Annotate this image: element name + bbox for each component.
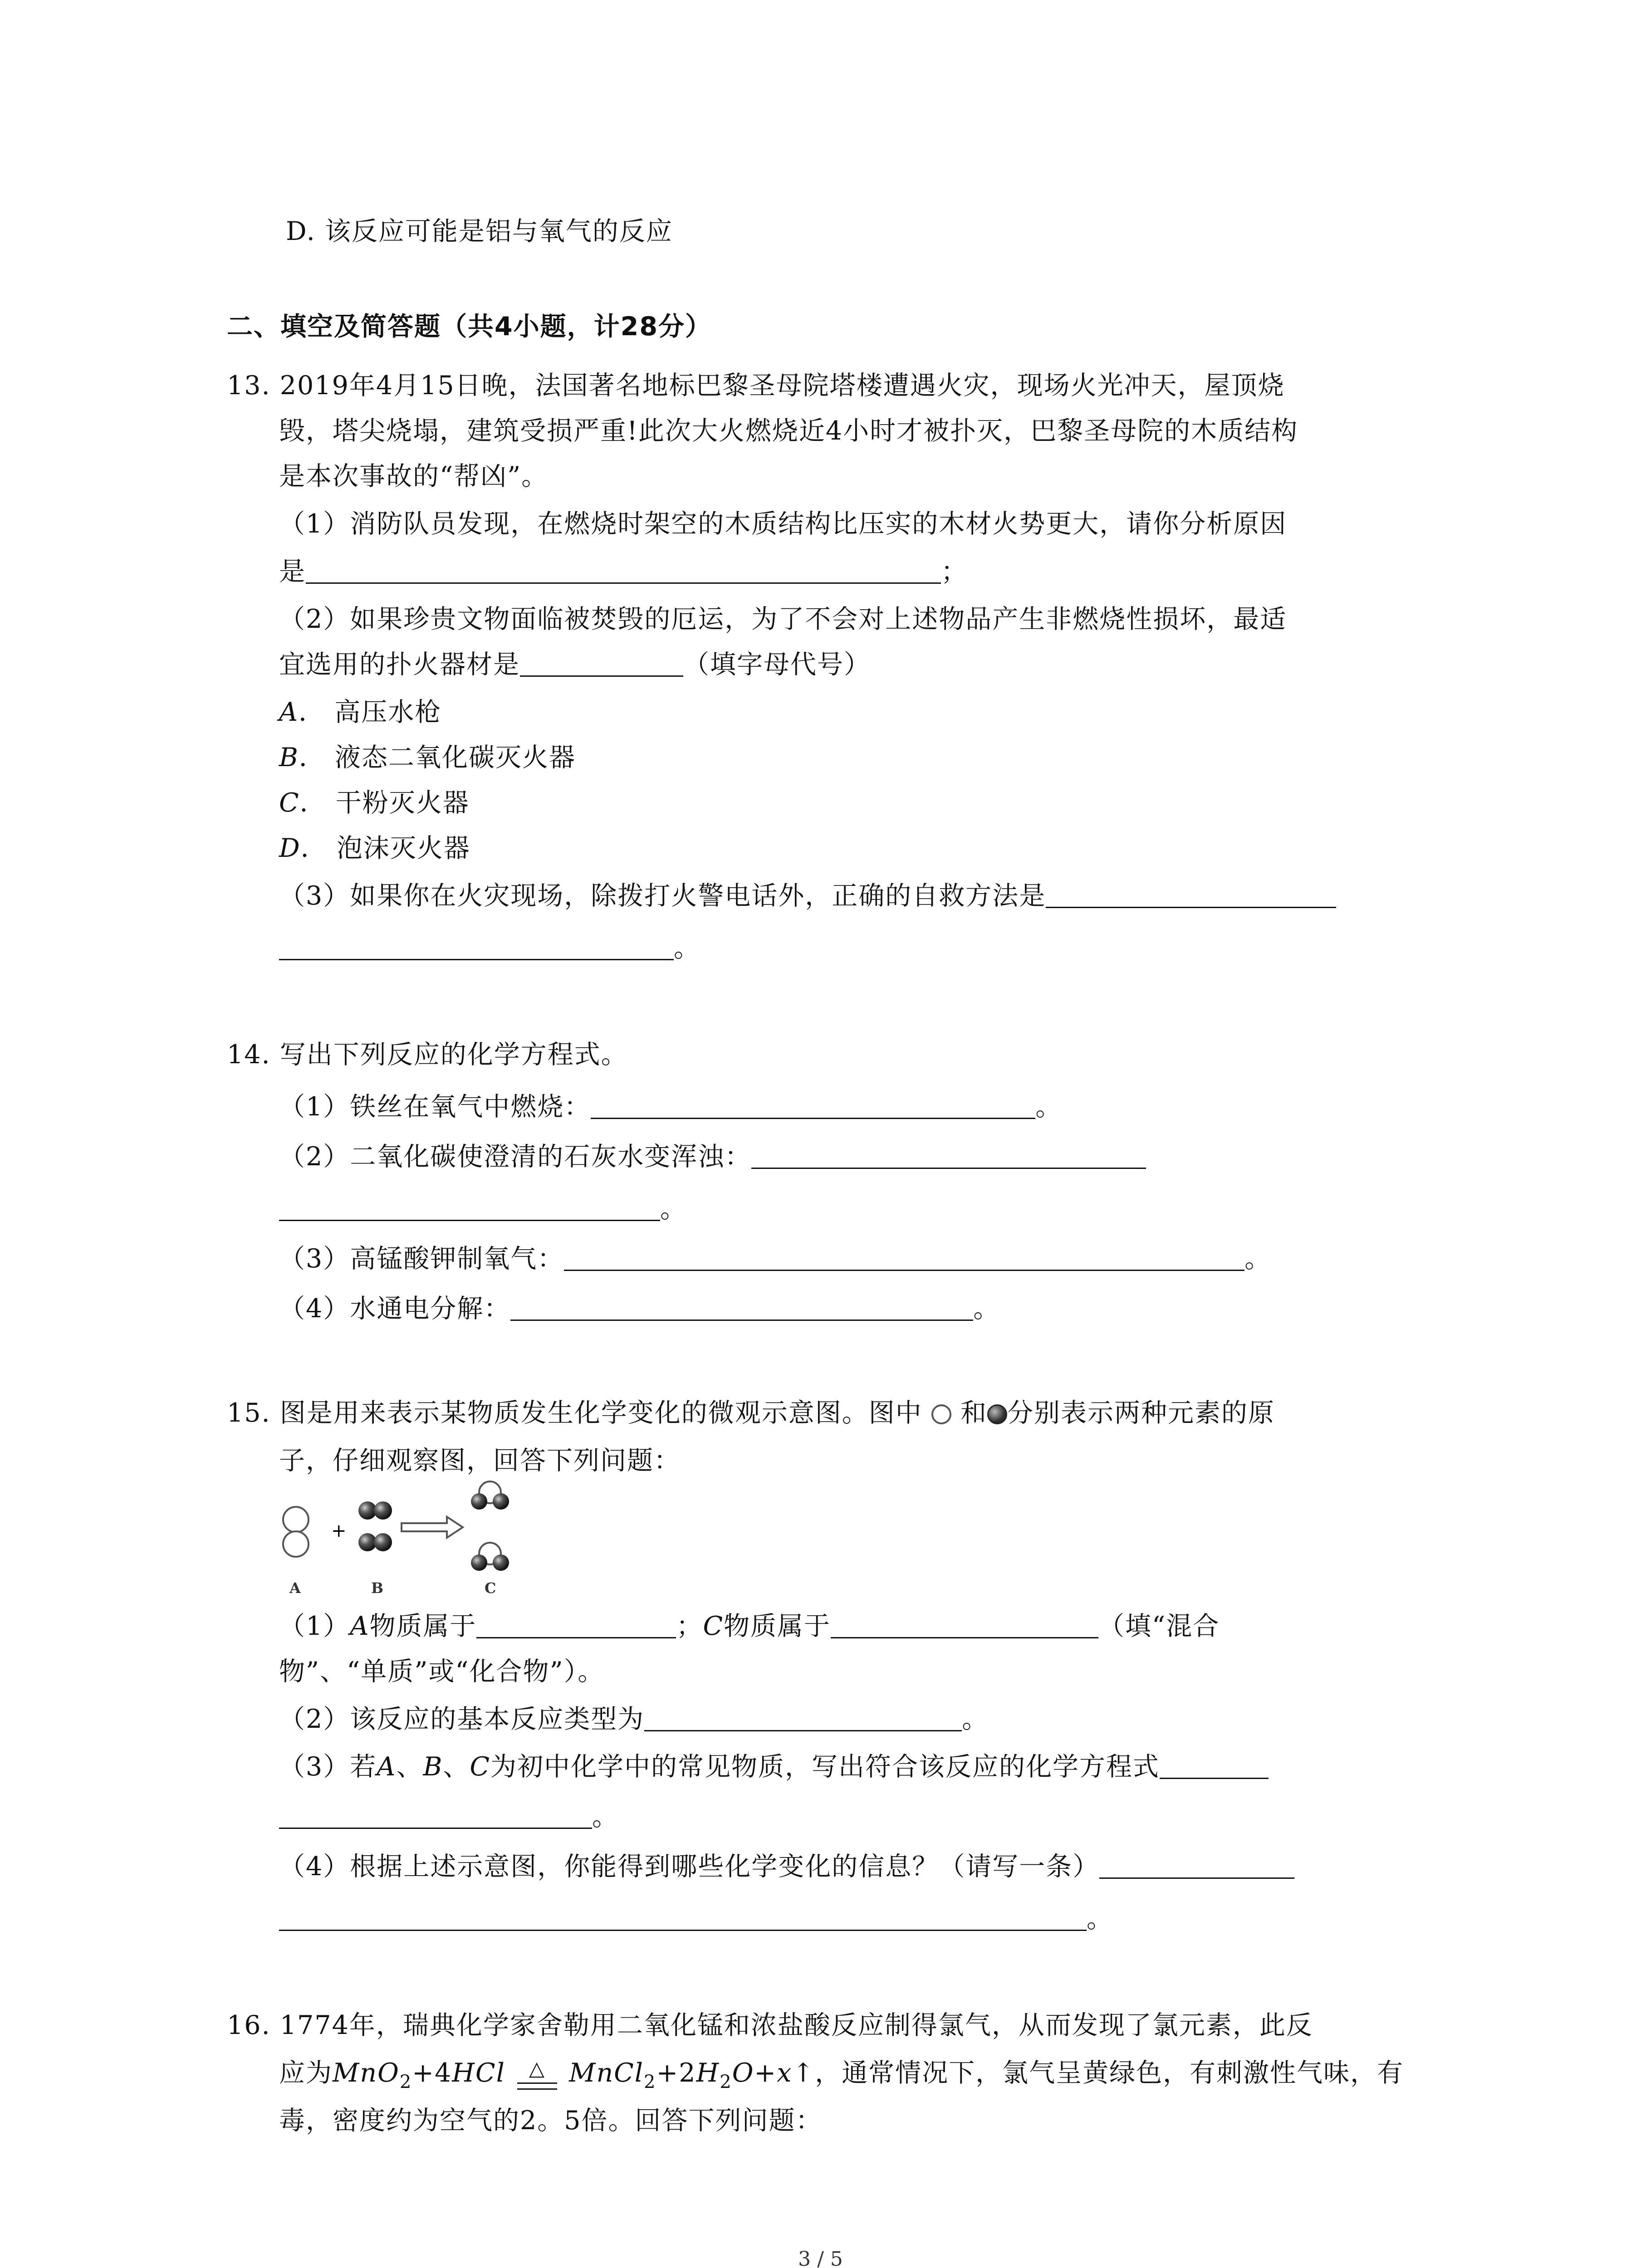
diagram-label-b: B xyxy=(371,1579,384,1597)
q14-p1: （1）铁丝在氧气中燃烧： 。 xyxy=(279,1089,1062,1125)
q13-option-c: C． 干粉灭火器 xyxy=(279,788,470,818)
q14-p2-line2: 。 xyxy=(279,1191,687,1227)
gas-up-arrow-icon: ↑ xyxy=(792,2058,815,2088)
q15-p2: （2）该反应的基本反应类型为 。 xyxy=(279,1701,989,1737)
q15-p4-answer-blank-2[interactable] xyxy=(279,1902,1087,1931)
equation-mno2: MnO xyxy=(333,2058,400,2088)
q14-p1-answer-blank[interactable] xyxy=(591,1090,1035,1119)
q15-p3-answer-blank-1[interactable] xyxy=(1160,1750,1269,1779)
q16-line1: 16. 1774年，瑞典化学家舍勒用二氧化锰和浓盐酸反应制得氯气，从而发现了氯元素，此反 xyxy=(227,2010,1313,2040)
q13-p2-pre: 宜选用的扑火器材是 xyxy=(279,650,520,679)
q15-p1-c-blank[interactable] xyxy=(831,1610,1098,1638)
q13-p1-line2 xyxy=(279,553,968,590)
q15-p3: （3）若A、B、C为初中化学中的常见物质，写出符合该反应的化学方程式 xyxy=(279,1749,1269,1785)
q15-p3-line2: 。 xyxy=(279,1799,619,1835)
q15-p4-answer-blank-1[interactable] xyxy=(1099,1850,1294,1879)
q14-p2-answer-blank-1[interactable] xyxy=(751,1140,1146,1169)
q14-title: 14. 写出下列反应的化学方程式。 xyxy=(227,1040,628,1070)
q15-p1-line2: 物”、“单质”或“化合物”）。 xyxy=(279,1657,605,1686)
q15-p1: （1）A物质属于 ；C物质属于 （填“混合 xyxy=(279,1608,1220,1644)
q13-p2-post: （填字母代号） xyxy=(683,650,871,679)
diagram-label-c: C xyxy=(485,1579,496,1597)
q14-p4-answer-blank[interactable] xyxy=(510,1292,973,1321)
q15-line2: 子，仔细观察图，回答下列问题： xyxy=(279,1446,681,1476)
white-atom-icon xyxy=(931,1404,951,1424)
q14-p3-answer-blank[interactable] xyxy=(564,1242,1244,1271)
q13-p2-answer-blank[interactable] xyxy=(520,648,683,677)
q13-line3: 是本次事故的“帮凶”。 xyxy=(279,461,549,491)
diagram-label-a: A xyxy=(289,1579,301,1597)
q13-line1: 13. 2019年4月15日晚，法国著名地标巴黎圣母院塔楼遭遇火灾，现场火光冲天，屋顶烧 xyxy=(227,371,1285,401)
q16-line3: 毒，密度约为空气的2。5倍。回答下列问题： xyxy=(279,2106,823,2136)
q15-p3-answer-blank-2[interactable] xyxy=(279,1800,592,1829)
page-number: 3 / 5 xyxy=(798,2248,843,2268)
q13-p3-answer-blank-2[interactable] xyxy=(279,932,674,960)
equation-condition: △ xyxy=(514,2055,560,2093)
q13-p3-answer-blank-1[interactable] xyxy=(1046,880,1336,908)
q14-p2-answer-blank-2[interactable] xyxy=(279,1193,660,1221)
q14-p4: （4）水通电分解： 。 xyxy=(279,1290,1000,1327)
dark-atom-icon xyxy=(987,1404,1007,1424)
q13-p3-line2: 。 xyxy=(279,930,700,966)
q13-p3-line1: （3）如果你在火灾现场，除拨打火警电话外，正确的自救方法是 xyxy=(279,878,1336,914)
q13-line2: 毁，塔尖烧塌，建筑受损严重!此次大火燃烧近4小时才被扑灭，巴黎圣母院的木质结构 xyxy=(279,416,1298,446)
reaction-diagram xyxy=(272,1479,563,1606)
q13-p1-pre: 是 xyxy=(279,557,306,587)
q14-p2: （2）二氧化碳使澄清的石灰水变浑浊： xyxy=(279,1139,1146,1175)
q15-line1: 15. 图是用来表示某物质发生化学变化的微观示意图。图中 和 分别表示两种元素的原 xyxy=(227,1398,1275,1428)
molecule-b-icon xyxy=(358,1501,392,1551)
q16-line2: 应为MnO$_2$+4HCl △ $MnCl_2+2H_2O+x↑$，通常情况下，氯气呈黄绿色，有刺激性气味，有 xyxy=(279,2055,1404,2100)
q13-option-d: D． 泡沫灭火器 xyxy=(279,833,470,863)
q13-p2-line1: （2）如果珍贵文物面临被焚毁的厄运，为了不会对上述物品产生非燃烧性损坏，最适 xyxy=(279,604,1287,634)
q15-p1-a-blank[interactable] xyxy=(476,1610,676,1638)
diagram-plus-sign: + xyxy=(331,1520,347,1541)
q15-p4: （4）根据上述示意图，你能得到哪些化学变化的信息？（请写一条） xyxy=(279,1848,1294,1885)
section2-title: 二、填空及简答题（共4小题，计28分） xyxy=(227,312,712,342)
molecule-c-icon xyxy=(471,1481,509,1571)
q13-option-a: A． 高压水枪 xyxy=(279,697,442,727)
q13-p1-answer-blank[interactable] xyxy=(306,555,941,584)
q15-p4-line2: 。 xyxy=(279,1901,1113,1937)
q13-option-b: B． 液态二氧化碳灭火器 xyxy=(279,743,576,772)
reaction-arrow-icon xyxy=(402,1517,463,1538)
molecule-a-icon xyxy=(283,1507,309,1557)
q13-p1-line1: （1）消防队员发现，在燃烧时架空的木质结构比压实的木材火势更大，请你分析原因 xyxy=(279,509,1287,539)
q14-p3: （3）高锰酸钾制氧气： 。 xyxy=(279,1241,1271,1277)
q13-p2-line2 xyxy=(279,646,871,683)
q15-p2-answer-blank[interactable] xyxy=(644,1703,962,1731)
q13-p1-post: ； xyxy=(941,557,968,587)
q12-option-d: D. 该反应可能是铝与氧气的反应 xyxy=(286,216,673,246)
